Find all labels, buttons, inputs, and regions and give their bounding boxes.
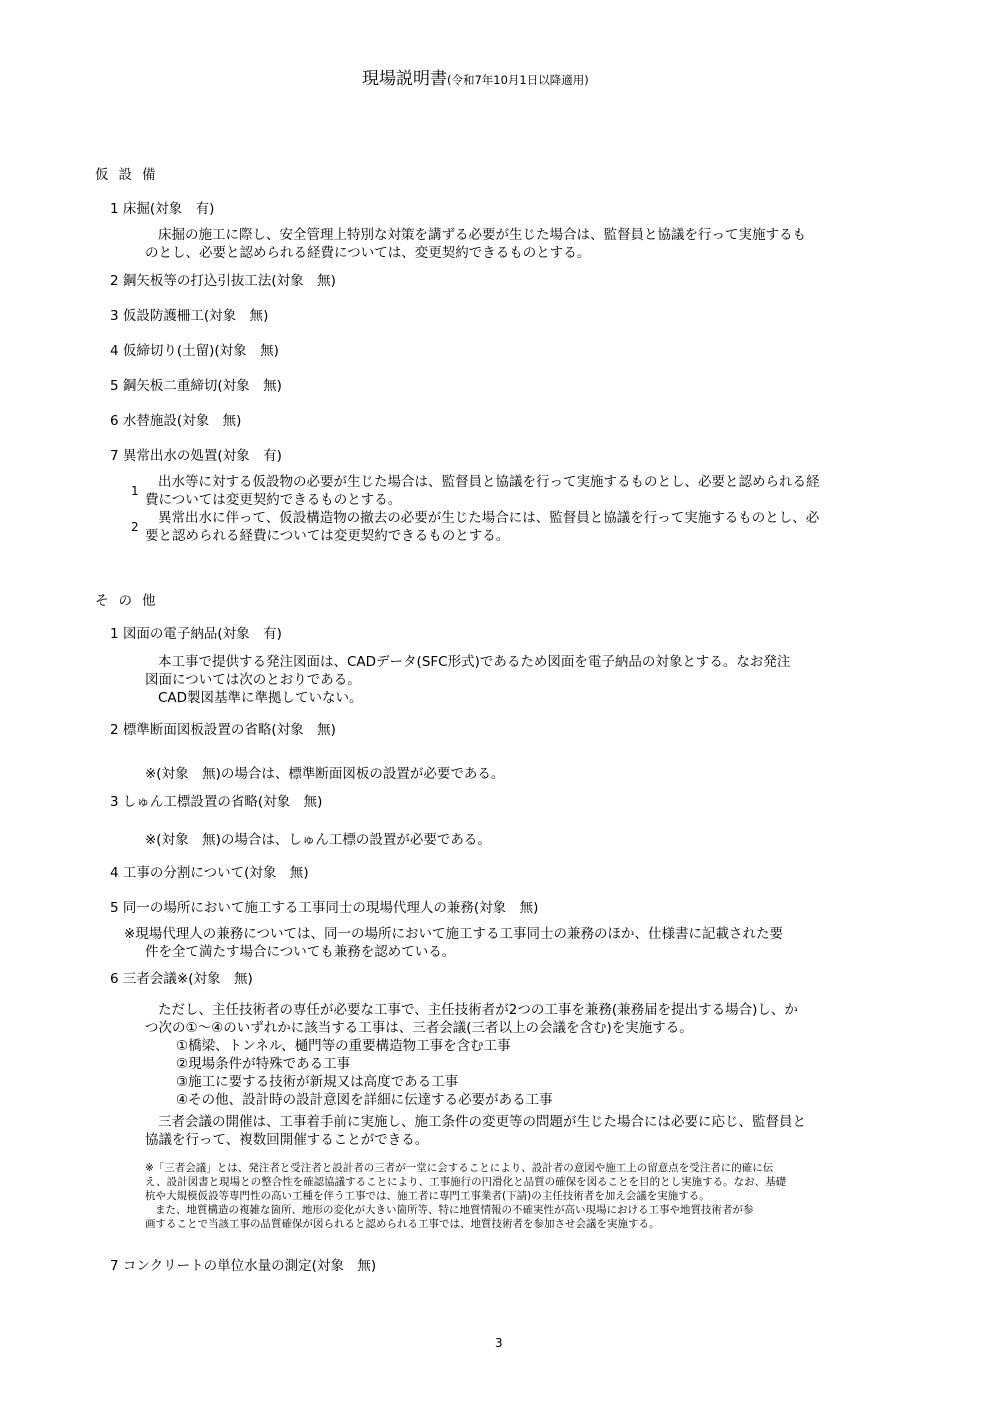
kasetsu-item-5-label: 5 鋼矢板二重締切(対象 無) [110, 378, 282, 394]
sonota-item-6-note-1: ※「三者会議」とは、発注者と受注者と設計者の三者が一堂に会することにより、設計者の意図や施工上の留意点を受注者に的確に伝 [145, 1162, 774, 1174]
sonota-item-6-list-2: ②現場条件が特殊である工事 [176, 1056, 351, 1072]
title-subtitle: (令和7年10月1日以降適用) [447, 73, 589, 87]
sonota-item-6-list-3: ③施工に要する技術が新規又は高度である工事 [176, 1074, 459, 1090]
sonota-item-6-line-2: つ次の①～④のいずれかに該当する工事は、三者会議(三者以上の会議を含む)を実施する。 [145, 1020, 693, 1036]
section-heading-kasetsu: 仮設備 [95, 167, 166, 183]
page-title [362, 64, 589, 89]
sonota-item-6-note-2: え、設計図書と現場との整合性を確認協議することにより、工事施行の円滑化と品質の確保を図ることを目的とし実施する。なお、基礎 [145, 1176, 787, 1188]
sonota-item-3-label: 3 しゅん工標設置の省略(対象 無) [110, 794, 323, 810]
sonota-item-6-label: 6 三者会議※(対象 無) [110, 971, 253, 987]
sonota-item-6-note-4: また、地質構造の複雑な箇所、地形の変化が大きい箇所等、特に地質情報の不確実性が高い現場における工事や地質技術者が参 [155, 1204, 754, 1216]
sonota-item-5-label: 5 同一の場所において施工する工事同士の現場代理人の兼務(対象 無) [110, 900, 539, 916]
kasetsu-item-1-line-2: のとし、必要と認められる経費については、変更契約できるものとする。 [145, 245, 591, 261]
sonota-item-6-line-1: ただし、主任技術者の専任が必要な工事で、主任技術者が2つの工事を兼務(兼務届を提出する場合)し、か [158, 1002, 798, 1018]
sonota-item-4-label: 4 工事の分割について(対象 無) [110, 865, 309, 881]
sonota-item-6-line-3: 三者会議の開催は、工事着手前に実施し、施工条件の変更等の問題が生じた場合には必要に応じ、監督員と [158, 1114, 806, 1130]
kasetsu-item-3-label: 3 仮設防護柵工(対象 無) [110, 308, 269, 324]
sonota-item-6-note-3: 杭や大規模仮設等専門性の高い工種を伴う工事では、施工者に専門工事業者(下請)の主任技術者を加え会議を実施する。 [145, 1190, 710, 1202]
page-number: 3 [495, 1336, 503, 1350]
sonota-item-5-line-1: ※現場代理人の兼務については、同一の場所において施工する工事同士の兼務のほか、仕様書に記載された要 [124, 926, 784, 942]
sonota-item-2-note: ※(対象 無)の場合は、標準断面図板の設置が必要である。 [145, 766, 505, 782]
sonota-item-6-list-1: ①橋梁、トンネル、樋門等の重要構造物工事を含む工事 [176, 1038, 511, 1054]
sonota-item-6-line-4: 協議を行って、複数回開催することができる。 [145, 1132, 429, 1148]
kasetsu-item-2-label: 2 鋼矢板等の打込引抜工法(対象 無) [110, 273, 336, 289]
kasetsu-item-7-sub-2-line-2: 要と認められる経費については変更契約できるものとする。 [145, 528, 510, 544]
sonota-item-1-label: 1 図面の電子納品(対象 有) [110, 626, 282, 642]
sonota-item-6-list-4: ④その他、設計時の設計意図を詳細に伝達する必要がある工事 [176, 1092, 553, 1108]
kasetsu-item-7-label: 7 異常出水の処置(対象 有) [110, 448, 282, 464]
kasetsu-item-7-sub-1-number: 1 [131, 484, 139, 498]
sonota-item-2-label: 2 標準断面図板設置の省略(対象 無) [110, 722, 336, 738]
kasetsu-item-1-line-1: 床掘の施工に際し、安全管理上特別な対策を講ずる必要が生じた場合は、監督員と協議を行って実施するも [158, 227, 806, 243]
sonota-item-6-note-5: 画することで当該工事の品質確保が図られると認められる工事では、地質技術者を参加させ会議を実施する。 [145, 1218, 660, 1230]
kasetsu-item-1-label: 1 床掘(対象 有) [110, 201, 215, 217]
kasetsu-item-4-label: 4 仮締切り(土留)(対象 無) [110, 343, 279, 359]
sonota-item-7-label: 7 コンクリートの単位水量の測定(対象 無) [110, 1258, 377, 1274]
kasetsu-item-7-sub-2-number: 2 [131, 520, 139, 534]
sonota-item-1-line-1: 本工事で提供する発注図面は、CADデータ(SFC形式)であるため図面を電子納品の対象とする。なお発注 [158, 654, 791, 670]
sonota-item-1-line-3: CAD製図基準に準拠していない。 [158, 690, 363, 706]
title-main: 現場説明書 [362, 69, 447, 89]
kasetsu-item-6-label: 6 水替施設(対象 無) [110, 413, 242, 429]
kasetsu-item-7-sub-2-line-1: 異常出水に伴って、仮設構造物の撤去の必要が生じた場合には、監督員と協議を行って実施するものとし、必 [158, 510, 820, 526]
sonota-item-1-line-2: 図面については次のとおりである。 [145, 672, 361, 688]
section-heading-sonota: その他 [95, 593, 166, 609]
sonota-item-3-note: ※(対象 無)の場合は、しゅん工標の設置が必要である。 [145, 832, 491, 848]
kasetsu-item-7-sub-1-line-1: 出水等に対する仮設物の必要が生じた場合は、監督員と協議を行って実施するものとし、必要と認められる経 [158, 474, 820, 490]
kasetsu-item-7-sub-1-line-2: 費については変更契約できるものとする。 [145, 492, 402, 508]
sonota-item-5-line-2: 件を全て満たす場合についても兼務を認めている。 [145, 944, 456, 960]
